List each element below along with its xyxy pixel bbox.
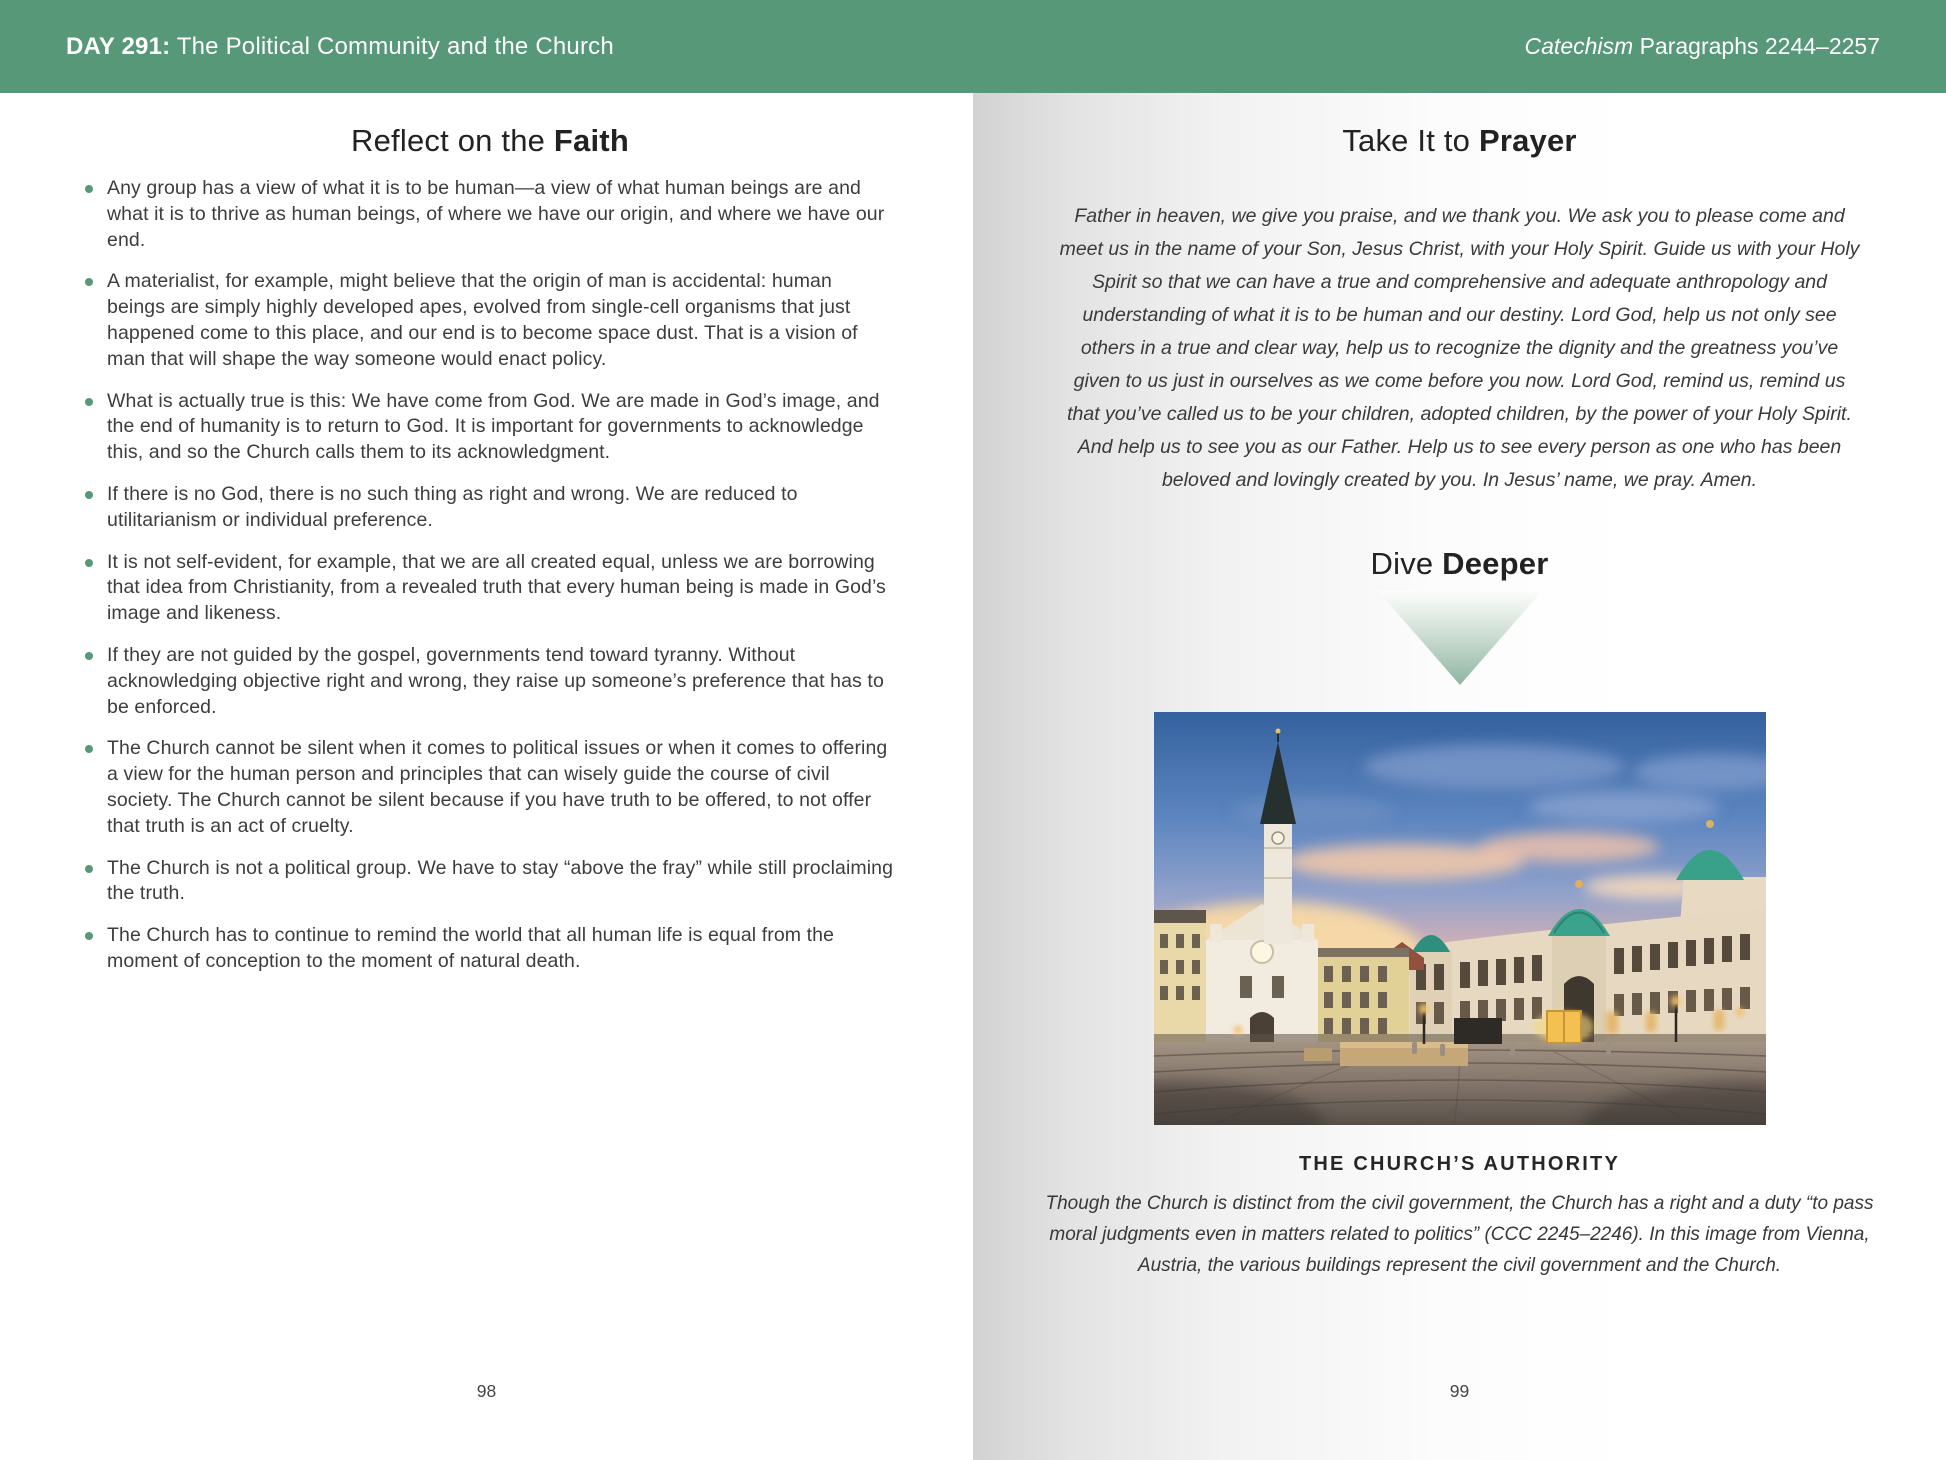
bullet-text: A materialist, for example, might believe that the origin of man is accidental: human beings are simply highly developed apes, evolved from single-cell organisms that just happened come to this place, and our end is to become space dust. That is a vision of man that will shape the way someone would enact policy. [107,270,858,370]
bullet-text: What is actually true is this: We have come from God. We are made in God’s image, and the end of humanity is to return to God. It is important for governments to acknowledge this, and so the Church calls them to its acknowledgment. [107,389,880,464]
header-bar [0,0,1946,93]
bullet-text: Any group has a view of what it is to be human—a view of what human beings are and what it is to thrive as human beings, of where we have our origin, and where we have our end. [107,177,885,251]
bullet-text: The Church has to continue to remind the world that all human life is equal from the moment of conception to the moment of natural death. [107,924,835,972]
page-number-right: 99 [1449,1381,1470,1401]
left-page [0,93,973,1460]
dive-title-regular: Dive [1370,546,1443,581]
bullet-dot-icon [85,652,93,660]
bullet-item [85,643,895,720]
reflect-title [85,120,895,162]
prayer-title-bold: Prayer [1478,123,1577,158]
day-label: DAY 291: [66,32,171,60]
dive-deeper-title [973,543,1946,585]
prayer-text: Father in heaven, we give you praise, and we thank you. We ask you to please come and meet us in the name of your Son, Jesus Christ, with your Holy Spirit. Guide us with your Holy Spirit so that we can have a true and comprehensive and adequate anthropology and understanding of what it is to be human and our destiny. Lord God, help us not only see others in a true and clear way, help us to recognize the dignity and the greatness you’ve given to us just in ourselves as we come before you now. Lord God, remind us, remind us that you’ve called us to be your children, adopted children, by the power of your Holy Spirit. And help us to see you as our Father. Help us to see every person as one who has been beloved and lovingly created by you. In Jesus’ name, we pray. Amen. [1059,205,1860,491]
day-subject: The Political Community and the Church [170,32,614,60]
bullet-item [85,550,895,627]
bullet-text: The Church is not a political group. We have to stay “above the fray” while still proclaiming the truth. [107,856,894,905]
bullet-dot-icon [85,185,93,193]
reflect-title-regular: Reflect on the [351,123,554,158]
bullet-item [85,923,895,975]
reflect-title-bold: Faith [553,123,629,158]
bullet-dot-icon [85,559,93,567]
vienna-square-photo [1154,712,1766,1125]
bullet-text: It is not self-evident, for example, that we are all created equal, unless we are borrowing that idea from Christianity, from a revealed truth that every human being is made in God’s image and likeness. [107,550,886,625]
catechism-word: Catechism [1524,33,1634,59]
bullet-dot-icon [85,932,93,940]
catechism-reference [1525,33,1880,60]
bullet-dot-icon [85,398,93,406]
bullet-item [85,389,895,466]
bullet-item [85,269,895,372]
page-number-left: 98 [476,1381,497,1401]
bullet-dot-icon [85,865,93,873]
down-arrow-icon [1378,591,1542,685]
day-title [66,33,614,61]
dive-title-bold: Deeper [1442,546,1549,581]
bullet-item [85,856,895,908]
bullet-item [85,736,895,839]
bullet-item [85,176,895,253]
reflect-bullet-list [85,176,895,975]
right-page [973,93,1946,1460]
bullet-text: The Church cannot be silent when it comes to political issues or when it comes to offering a view for the human person and principles that can wisely guide the course of civil society. The Church cannot be silent because if you have truth to be offered, to not offer that truth is an act of cruelty. [107,737,888,837]
bullet-text: If they are not guided by the gospel, governments tend toward tyranny. Without acknowledging objective right and wrong, they raise up someone’s preference that has to be enforced. [107,643,884,718]
bullet-text: If there is no God, there is no such thing as right and wrong. We are reduced to utilitarianism or individual preference. [107,482,798,531]
prayer-title [973,120,1946,162]
bullet-dot-icon [85,278,93,286]
catechism-paragraphs: Paragraphs 2244–2257 [1633,33,1880,59]
bullet-item [85,482,895,534]
prayer-title-regular: Take It to [1342,123,1479,158]
caption-title: THE CHURCH’S AUTHORITY [1299,1153,1620,1175]
caption-text: Though the Church is distinct from the civil government, the Church has a right and a duty “to pass moral judgments even in matters related to politics” (CCC 2245–2246). In this image from Vienna, Austria, the various buildings represent the civil government and the Church. [1045,1193,1874,1276]
bullet-dot-icon [85,491,93,499]
bullet-dot-icon [85,745,93,753]
